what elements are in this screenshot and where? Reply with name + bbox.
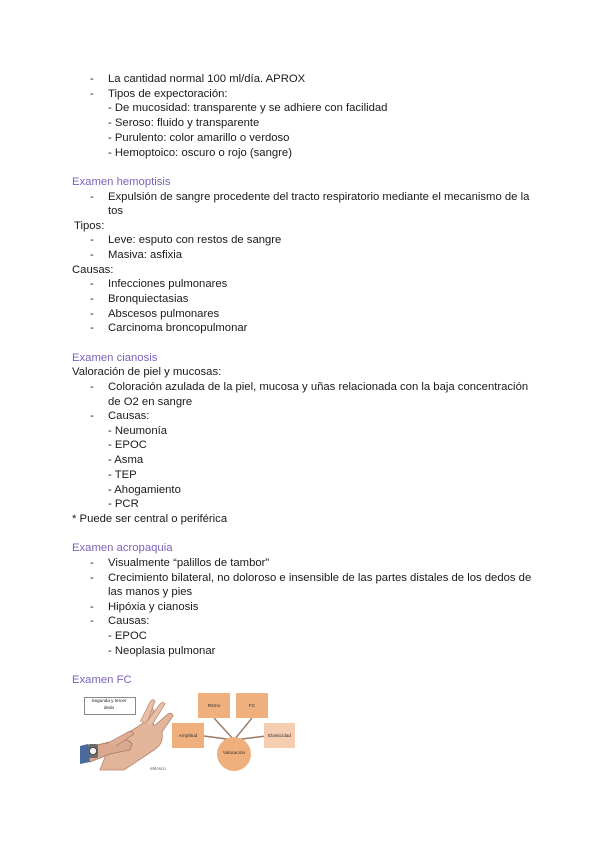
- bullet-dash: -: [90, 557, 94, 569]
- expect-subitem: - Purulento: color amarillo o verdoso: [108, 132, 290, 144]
- cianosis-item1-line2: de O2 en sangre: [108, 396, 193, 408]
- bullet-dash: -: [90, 572, 94, 584]
- cianosis-causa: - Ahogamiento: [108, 484, 181, 496]
- acropaquia-item1: Visualmente “palillos de tambor”: [108, 557, 270, 569]
- bullet-dash: -: [90, 191, 94, 203]
- connector-line: [234, 718, 252, 740]
- bullet-dash: -: [90, 601, 94, 613]
- causa-item: Infecciones pulmonares: [108, 278, 228, 290]
- causas-label: Causas:: [72, 264, 114, 276]
- bullet-dash: -: [90, 381, 94, 393]
- bullet-dash: -: [90, 73, 94, 85]
- image-watermark: eMoscú: [150, 766, 166, 771]
- acropaquia-item2-line1: Crecimiento bilateral, no doloroso e insensible de las partes distales de los dedos de: [108, 572, 532, 584]
- acropaquia-causa: - Neoplasia pulmonar: [108, 645, 216, 657]
- bullet-dash: -: [90, 278, 94, 290]
- cianosis-note: * Puede ser central o periférica: [72, 513, 228, 525]
- expect-subitem: - De mucosidad: transparente y se adhiere con facilidad: [108, 102, 388, 114]
- tipos-label: Tipos:: [74, 220, 105, 232]
- pulse-diagram: [172, 690, 296, 772]
- expect-subitem: - Seroso: fluido y transparente: [108, 117, 260, 129]
- bullet-dash: -: [90, 410, 94, 422]
- hemoptisis-def-line2: tos: [108, 205, 124, 217]
- causa-item: Abscesos pulmonares: [108, 308, 220, 320]
- label-center: Valoración: [222, 751, 246, 756]
- pulse-caption: Segunda y tercer dedo: [91, 698, 127, 710]
- acropaquia-item3: Hipóxia y cianosis: [108, 601, 199, 613]
- cianosis-causa: - Neumonía: [108, 425, 168, 437]
- tipo-item: Leve: esputo con restos de sangre: [108, 234, 282, 246]
- expect-item-1: La cantidad normal 100 ml/día. APROX: [108, 73, 306, 85]
- cianosis-causa: - PCR: [108, 498, 139, 510]
- tipo-item: Masiva: asfixia: [108, 249, 183, 261]
- bullet-dash: -: [90, 249, 94, 261]
- cianosis-intro: Valoración de piel y mucosas:: [72, 366, 222, 378]
- heading-fc: Examen FC: [72, 674, 132, 686]
- expect-subitem: - Hemoptoico: oscuro o rojo (sangre): [108, 147, 292, 159]
- bullet-dash: -: [90, 308, 94, 320]
- label-elasticidad: Elasticidad: [267, 734, 292, 739]
- hemoptisis-def-line1: Expulsión de sangre procedente del tracto respiratorio mediante el mecanismo de la: [108, 191, 530, 203]
- bullet-dash: -: [90, 88, 94, 100]
- label-amplitud: Amplitud: [178, 734, 198, 739]
- label-ritmo: Ritmo: [207, 704, 221, 709]
- causa-item: Bronquiectasias: [108, 293, 189, 305]
- label-fc: FC: [248, 704, 256, 709]
- cianosis-causa: - Asma: [108, 454, 144, 466]
- causa-item: Carcinoma broncopulmonar: [108, 322, 248, 334]
- acropaquia-item4: Causas:: [108, 615, 150, 627]
- heading-hemoptisis: Examen hemoptisis: [72, 176, 171, 188]
- bullet-dash: -: [90, 234, 94, 246]
- heading-cianosis: Examen cianosis: [72, 352, 158, 364]
- cianosis-item2: Causas:: [108, 410, 150, 422]
- bullet-dash: -: [90, 322, 94, 334]
- cianosis-causa: - EPOC: [108, 439, 147, 451]
- connector-line: [214, 718, 234, 740]
- bullet-dash: -: [90, 293, 94, 305]
- expect-item-2: Tipos de expectoración:: [108, 88, 228, 100]
- heading-acropaquia: Examen acropaquia: [72, 542, 173, 554]
- cianosis-item1-line1: Coloración azulada de la piel, mucosa y uñas relacionada con la baja concentración: [108, 381, 529, 393]
- bullet-dash: -: [90, 615, 94, 627]
- cianosis-causa: - TEP: [108, 469, 137, 481]
- acropaquia-item2-line2: las manos y pies: [108, 586, 193, 598]
- acropaquia-causa: - EPOC: [108, 630, 147, 642]
